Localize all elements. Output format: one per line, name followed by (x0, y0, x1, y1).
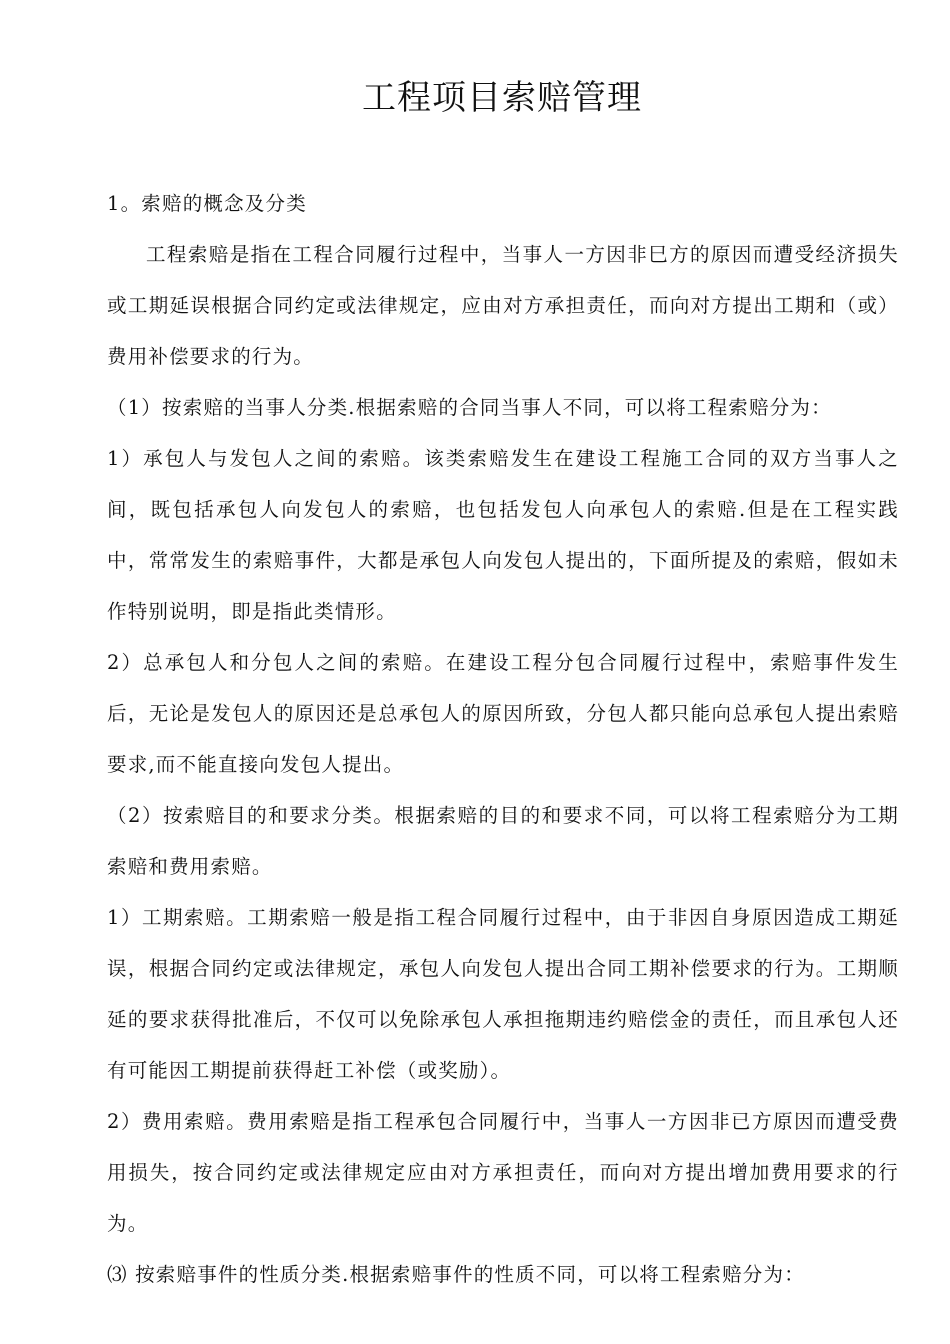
paragraph-item-2-1: 1）工期索赔。工期索赔一般是指工程合同履行过程中，由于非因自身原因造成工期延误，根据合同约定或法律规定，承包人向发包人提出合同工期补偿要求的行为。工期顺延的要求获得批准后，不仅可以免除承包人承担拖期违约赔偿金的责任，而且承包人还有可能因工期提前获得赶工补偿（或奖励）。 (107, 906, 899, 1082)
paragraph-classification-2: （2）按索赔目的和要求分类。根据索赔的目的和要求不同，可以将工程索赔分为工期索赔和费用索赔。 (107, 804, 899, 878)
document-body (107, 178, 899, 1300)
section-heading: 1。索赔的概念及分类 (107, 192, 307, 215)
paragraph-classification-3: ⑶ 按索赔事件的性质分类.根据索赔事件的性质不同，可以将工程索赔分为： (107, 1263, 805, 1286)
document-title: 工程项目索赔管理 (362, 78, 642, 118)
paragraph-item-2-2: 2）费用索赔。费用索赔是指工程承包合同履行中，当事人一方因非已方原因而遭受费用损失，按合同约定或法律规定应由对方承担责任，而向对方提出增加费用要求的行为。 (107, 1110, 899, 1235)
paragraph-item-1-1: 1）承包人与发包人之间的索赔。该类索赔发生在建设工程施工合同的双方当事人之间，既包括承包人向发包人的索赔，也包括发包人向承包人的索赔.但是在工程实践中，常常发生的索赔事件，大都是承包人向发包人提出的，下面所提及的索赔，假如未作特别说明，即是指此类情形。 (107, 447, 899, 623)
paragraph-item-1-2: 2）总承包人和分包人之间的索赔。在建设工程分包合同履行过程中，索赔事件发生后，无论是发包人的原因还是总承包人的原因所致，分包人都只能向总承包人提出索赔要求,而不能直接向发包人提出。 (107, 651, 899, 776)
paragraph-classification-1: （1）按索赔的当事人分类.根据索赔的合同当事人不同，可以将工程索赔分为： (107, 396, 832, 419)
paragraph-definition: 工程索赔是指在工程合同履行过程中，当事人一方因非巳方的原因而遭受经济损失或工期延误根据合同约定或法律规定，应由对方承担责任，而向对方提出工期和（或）费用补偿要求的行为。 (107, 243, 899, 368)
